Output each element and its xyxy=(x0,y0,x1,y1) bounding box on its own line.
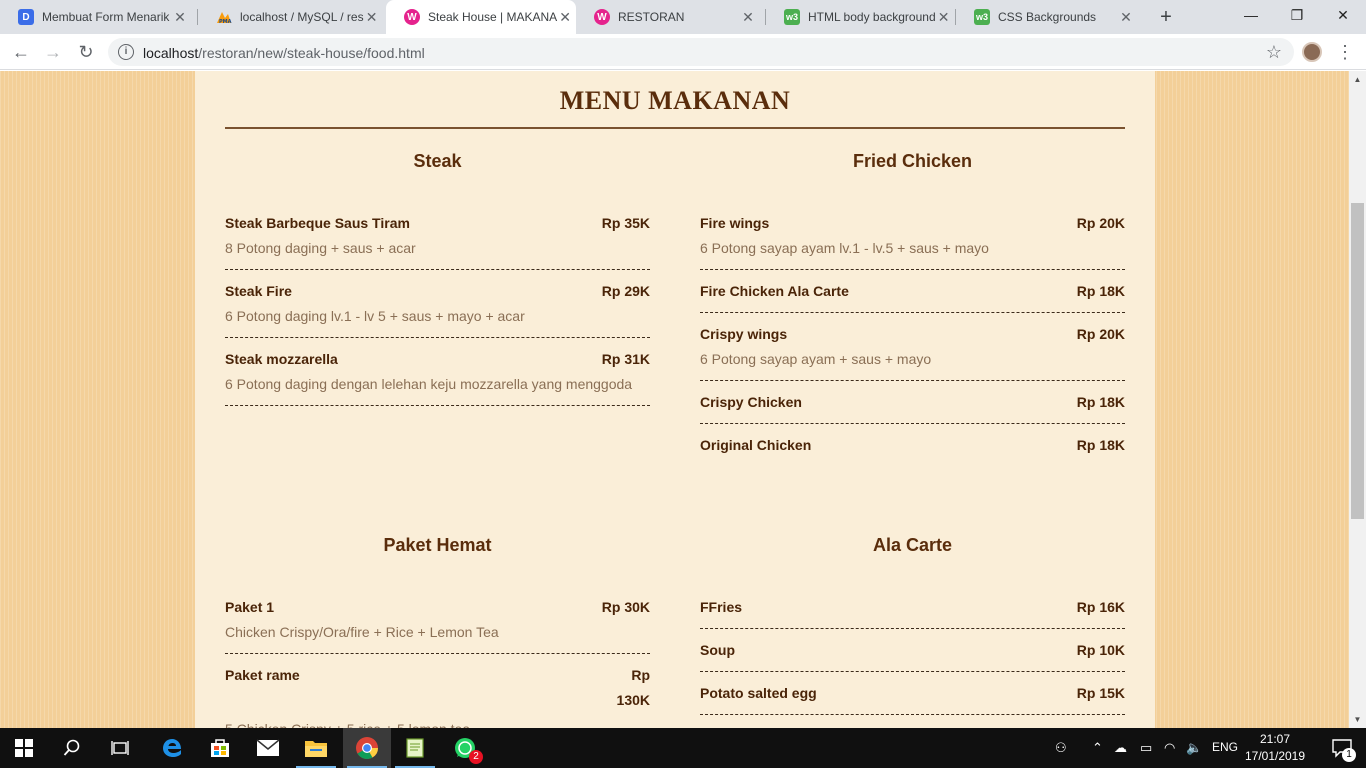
item-price: Rp 10K xyxy=(1076,642,1125,658)
item-description: 8 Potong daging + saus + acar xyxy=(225,240,416,256)
section-fried-chicken xyxy=(700,149,1125,478)
bookmark-star-icon[interactable]: ☆ xyxy=(1265,42,1282,62)
info-icon[interactable]: i xyxy=(118,44,134,60)
item-name: Steak Barbeque Saus Tiram xyxy=(225,215,410,231)
windows-logo-icon xyxy=(15,739,33,757)
item-price: Rp 20K xyxy=(1076,215,1125,231)
menu-item xyxy=(700,393,1125,424)
item-name: Potato salted egg xyxy=(700,685,817,701)
minimize-button[interactable]: — xyxy=(1244,7,1258,23)
new-tab-button[interactable]: + xyxy=(1160,6,1172,28)
tab-phpmyadmin[interactable] xyxy=(198,0,386,34)
close-icon[interactable]: ✕ xyxy=(559,8,572,25)
address-bar[interactable] xyxy=(108,38,1294,66)
close-icon[interactable]: ✕ xyxy=(1120,8,1132,25)
chrome-icon xyxy=(355,736,379,760)
profile-avatar[interactable] xyxy=(1302,42,1322,62)
item-price: Rp 20K xyxy=(1076,326,1125,342)
language-indicator[interactable]: ENG xyxy=(1212,740,1239,754)
taskbar-store[interactable] xyxy=(196,728,244,768)
item-name: Steak Fire xyxy=(225,283,292,299)
tab-membuat-form[interactable] xyxy=(0,0,198,34)
scroll-thumb[interactable] xyxy=(1351,203,1364,519)
taskbar-chrome[interactable] xyxy=(343,728,391,768)
battery-icon[interactable]: ▭ xyxy=(1140,740,1153,755)
menu-item xyxy=(700,641,1125,672)
svg-text:PMA: PMA xyxy=(219,19,232,25)
item-price: Rp 16K xyxy=(1076,599,1125,615)
people-icon[interactable]: ⚇ xyxy=(1055,740,1067,755)
tab-html-body-background[interactable] xyxy=(766,0,956,34)
menu-panel xyxy=(195,71,1155,728)
tab-title: localhost / MySQL / res xyxy=(240,10,364,24)
item-price: Rp 18K xyxy=(1076,394,1125,410)
item-name: Crispy wings xyxy=(700,326,788,342)
tab-restoran[interactable] xyxy=(576,0,766,34)
close-icon[interactable]: ✕ xyxy=(365,8,378,25)
close-icon[interactable]: ✕ xyxy=(174,8,186,25)
scroll-up-arrow-icon[interactable]: ▲ xyxy=(1353,75,1362,84)
task-view-icon xyxy=(111,740,129,756)
reload-button[interactable]: ↻ xyxy=(78,42,94,62)
item-price: Rp 15K xyxy=(1076,685,1125,701)
menu-item xyxy=(700,436,1125,466)
chevron-up-icon[interactable]: ⌃ xyxy=(1092,740,1103,755)
store-icon xyxy=(209,737,231,759)
item-description: 6 Potong sayap ayam lv.1 - lv.5 + saus + mayo xyxy=(700,240,989,256)
item-price: Rp 18K xyxy=(1076,283,1125,299)
notepad-icon xyxy=(404,737,426,759)
section-heading: Ala Carte xyxy=(872,535,953,555)
url-host: localhost xyxy=(143,45,199,61)
section-heading: Fried Chicken xyxy=(852,151,973,171)
clock-date: 17/01/2019 xyxy=(1244,749,1306,763)
wamp-icon: W xyxy=(404,9,420,25)
item-name: Soup xyxy=(700,642,735,658)
wifi-icon[interactable]: ◠ xyxy=(1164,740,1176,755)
taskbar-whatsapp[interactable] xyxy=(441,728,489,768)
tab-title: CSS Backgrounds xyxy=(998,10,1097,24)
section-steak xyxy=(225,149,650,418)
task-view-button[interactable] xyxy=(96,728,144,768)
taskbar-notepad[interactable] xyxy=(391,728,439,768)
item-price: Rp 30K xyxy=(601,599,650,615)
close-icon[interactable]: ✕ xyxy=(742,8,754,25)
restore-button[interactable]: ❐ xyxy=(1290,7,1304,23)
notification-count: 1 xyxy=(1342,748,1356,762)
menu-kebab-icon[interactable]: ⋮ xyxy=(1336,42,1354,62)
item-price: Rp 130K xyxy=(616,667,650,708)
item-name: FFries xyxy=(700,599,743,615)
clock-time: 21:07 xyxy=(1259,732,1291,746)
close-window-button[interactable]: ✕ xyxy=(1337,7,1349,23)
item-price: Rp 35K xyxy=(601,215,650,231)
section-ala-carte xyxy=(700,533,1125,727)
tab-title: HTML body background xyxy=(808,10,936,24)
page-scrollbar[interactable] xyxy=(1349,71,1366,728)
taskbar-mail[interactable] xyxy=(244,728,292,768)
menu-item xyxy=(225,214,650,270)
system-clock[interactable] xyxy=(1240,731,1310,765)
item-name: Steak mozzarella xyxy=(225,351,338,367)
tab-title: Steak House | MAKANA xyxy=(428,10,558,24)
url-text xyxy=(143,45,425,61)
page-viewport xyxy=(0,71,1349,728)
phpmyadmin-icon xyxy=(216,9,232,25)
search-button[interactable] xyxy=(48,728,96,768)
item-price: Rp 18K xyxy=(1076,437,1125,453)
section-heading: Steak xyxy=(413,151,462,171)
item-price: Rp 29K xyxy=(601,283,650,299)
tab-css-backgrounds[interactable] xyxy=(956,0,1144,34)
scroll-down-arrow-icon[interactable]: ▼ xyxy=(1353,715,1362,724)
back-button[interactable]: ← xyxy=(12,42,30,62)
whatsapp-badge: 2 xyxy=(469,750,483,764)
menu-item xyxy=(225,282,650,338)
search-icon xyxy=(63,739,81,757)
tab-title: Membuat Form Menarik xyxy=(42,10,170,24)
item-name: Paket rame xyxy=(225,667,300,683)
taskbar-file-explorer[interactable] xyxy=(292,728,340,768)
item-name: Paket 1 xyxy=(225,599,275,615)
page-title: MENU MAKANAN xyxy=(559,86,791,115)
item-price: Rp 31K xyxy=(601,351,650,367)
section-heading: Paket Hemat xyxy=(383,535,492,555)
browser-toolbar xyxy=(0,34,1366,70)
item-description: Chicken Crispy/Ora/fire + Rice + Lemon Tea xyxy=(225,624,499,640)
folder-icon xyxy=(304,738,328,758)
action-center-button[interactable] xyxy=(1318,728,1366,768)
tab-steak-house[interactable] xyxy=(386,0,576,34)
item-name: Fire Chicken Ala Carte xyxy=(700,283,849,299)
volume-icon[interactable]: 🔈 xyxy=(1186,740,1203,755)
start-button[interactable] xyxy=(0,728,48,768)
edge-icon xyxy=(161,737,183,759)
item-name: Crispy Chicken xyxy=(700,394,802,410)
menu-item xyxy=(700,684,1125,715)
title-divider xyxy=(225,127,1125,129)
tab-title: RESTORAN xyxy=(618,10,685,24)
forward-button[interactable]: → xyxy=(44,42,62,62)
item-name: Fire wings xyxy=(700,215,770,231)
url-path: /restoran/new/steak-house/food.html xyxy=(198,45,425,61)
item-description: 6 Potong daging lv.1 - lv 5 + saus + mayo + acar xyxy=(225,308,525,324)
item-description: 6 Potong sayap ayam + saus + mayo xyxy=(700,351,932,367)
menu-item xyxy=(225,350,650,406)
menu-item xyxy=(225,598,650,654)
close-icon[interactable]: ✕ xyxy=(937,8,950,25)
item-name: Original Chicken xyxy=(700,437,812,453)
w3schools-icon: w3 xyxy=(784,9,800,25)
menu-item xyxy=(700,325,1125,381)
mail-icon xyxy=(256,739,280,757)
cloud-sync-icon[interactable]: ☁ xyxy=(1114,740,1127,755)
w3schools-icon: w3 xyxy=(974,9,990,25)
windows-taskbar xyxy=(0,728,1366,768)
menu-item xyxy=(700,214,1125,270)
menu-item xyxy=(700,598,1125,629)
wamp-icon: W xyxy=(594,9,610,25)
dropbox-paper-icon: D xyxy=(18,9,34,25)
taskbar-edge[interactable] xyxy=(148,728,196,768)
tab-strip xyxy=(0,0,1366,34)
menu-item xyxy=(700,282,1125,313)
item-description: 6 Potong daging dengan lelehan keju mozzarella yang menggoda xyxy=(225,376,633,392)
